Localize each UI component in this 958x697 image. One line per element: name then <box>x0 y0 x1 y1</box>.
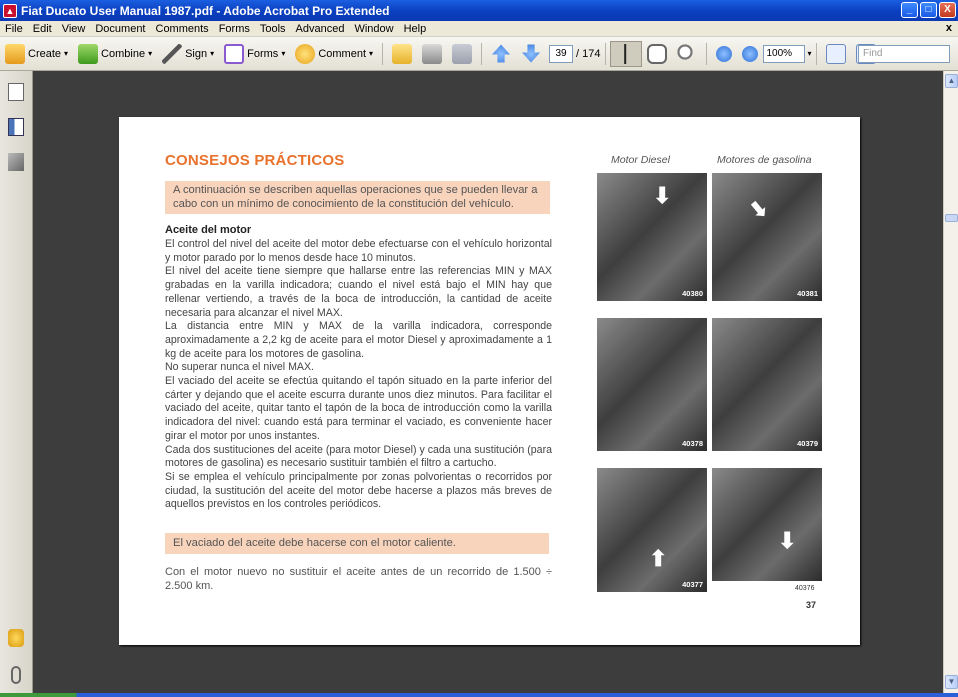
menu-help[interactable]: Help <box>403 22 427 35</box>
intro-highlight: A continuación se describen aquellas operaciones que se pueden llevar a cabo con un mínimo de conocimiento de la constitución del vehículo. <box>165 181 550 214</box>
engine-photo <box>597 173 707 301</box>
page-number-input[interactable]: 39 <box>549 45 573 63</box>
photo-number: 40381 <box>797 289 818 298</box>
chevron-down-icon: ▾ <box>369 49 374 58</box>
fit-width-button[interactable] <box>821 41 851 67</box>
hand-tool-button[interactable] <box>642 41 672 67</box>
photo-number: 40379 <box>797 439 818 448</box>
menu-comments[interactable]: Comments <box>155 22 209 35</box>
photo-caption-number: 40376 <box>795 585 815 592</box>
arrow-down-icon: ⬇ <box>778 528 797 553</box>
page-total: / 174 <box>576 47 601 60</box>
body-text <box>165 238 552 512</box>
window-controls <box>901 2 956 18</box>
save-button[interactable] <box>447 41 477 67</box>
menu-forms[interactable]: Forms <box>218 22 250 35</box>
zoom-out-icon <box>716 46 732 62</box>
combine-button[interactable] <box>73 41 157 67</box>
forms-label: Forms <box>247 47 279 60</box>
menu-window[interactable]: Window <box>354 22 394 35</box>
toolbar-separator <box>481 43 482 65</box>
section-heading: Aceite del motor <box>165 224 252 236</box>
pen-icon <box>162 44 182 64</box>
paragraph: Cada dos sustituciones del aceite (para motor Diesel) y cada una sustitución (para motores de gasolina) es necesario sustituir también el filtro a cartucho. <box>165 443 552 470</box>
comments-icon[interactable] <box>8 629 24 647</box>
paragraph: No superar nunca el nivel MAX. <box>165 361 314 374</box>
engine-photo <box>712 173 822 301</box>
forms-button[interactable] <box>219 41 290 67</box>
menu-file[interactable]: File <box>5 22 23 35</box>
combine-files-icon <box>78 44 98 64</box>
sign-label: Sign <box>185 47 208 60</box>
arrow-up-icon: ⬆ <box>649 546 668 571</box>
comment-button[interactable] <box>290 41 378 67</box>
comment-label: Comment <box>318 47 367 60</box>
select-tool-button[interactable] <box>610 41 642 67</box>
combine-label: Combine <box>101 47 146 60</box>
zoom-tool-button[interactable] <box>672 41 702 67</box>
navigation-pane <box>0 71 33 693</box>
photo-number: 40378 <box>682 439 703 448</box>
create-pdf-icon <box>5 44 25 64</box>
toolbar-separator <box>605 43 606 65</box>
paragraph: La distancia entre MIN y MAX de la varilla indicadora, corresponde aproximadamente a 2,2 kg de aceite para el motor Diesel y aproximadamente a 1 kg de aceite para los motores de gasolina. <box>165 320 552 360</box>
menu-view[interactable]: View <box>61 22 86 35</box>
window-title: Fiat Ducato User Manual 1987.pdf - Adobe Acrobat Pro Extended <box>21 3 390 18</box>
toolbar-separator <box>706 43 707 65</box>
menu-tools[interactable]: Tools <box>259 22 286 35</box>
paragraph: El vaciado del aceite se efectúa quitando el tapón situado en la parte inferior del cárter y dejando que el aceite escurra durante unos diez minutos. Para facilitar el vaciado del aceite, quitar tanto el tapón de la boca de introducción como la varilla indicadora del nivel: cuando está para terminar el vaciado, es conveniente hacer girar el motor por unos instantes. <box>165 375 552 442</box>
sign-button[interactable] <box>157 41 219 67</box>
arrow-up-icon <box>491 44 511 64</box>
arrow-down-icon: ⬇ <box>743 194 774 226</box>
comment-bubble-icon <box>295 44 315 64</box>
maximize-button[interactable]: □ <box>920 2 937 18</box>
create-label: Create <box>28 47 62 60</box>
open-button[interactable] <box>387 41 417 67</box>
bookmarks-icon[interactable] <box>8 118 24 136</box>
menu-bar <box>0 21 958 37</box>
print-button[interactable] <box>417 41 447 67</box>
scroll-down-icon[interactable]: ▼ <box>945 675 958 689</box>
photo-number: 40377 <box>682 580 703 589</box>
chevron-down-icon: ▾ <box>148 49 153 58</box>
cursor-icon <box>616 44 636 64</box>
paragraph: El nivel del aceite tiene siempre que hallarse entre las referencias MIN y MAX grabadas en la varilla indicadora; cuando el nivel está bajo el MIN hay que rellenar vertiendo, a través de la boca de introducción, la cantidad de aceite necesaria para alcanzar el nivel MAX. <box>165 265 552 319</box>
menu-edit[interactable]: Edit <box>32 22 52 35</box>
chevron-down-icon: ▾ <box>64 49 69 58</box>
menu-advanced[interactable]: Advanced <box>295 22 345 35</box>
folder-icon <box>392 44 412 64</box>
disk-icon <box>452 44 472 64</box>
fit-width-icon <box>826 44 846 64</box>
chevron-down-icon: ▾ <box>281 49 286 58</box>
scroll-thumb[interactable] <box>945 214 958 222</box>
next-page-button[interactable] <box>516 41 546 67</box>
zoom-level-input[interactable]: 100% <box>763 45 805 63</box>
document-close-button[interactable]: x <box>945 22 952 34</box>
previous-page-button[interactable] <box>486 41 516 67</box>
magnifier-icon <box>677 44 697 64</box>
arrow-down-icon <box>521 44 541 64</box>
toolbar-separator <box>816 43 817 65</box>
engine-photo <box>712 318 822 451</box>
toolbar-separator <box>382 43 383 65</box>
menu-document[interactable]: Document <box>95 22 146 35</box>
close-button[interactable]: X <box>939 2 956 18</box>
acrobat-app-icon: ▲ <box>3 4 17 18</box>
engine-photo <box>712 468 822 581</box>
attachments-icon[interactable] <box>11 666 21 684</box>
final-note: Con el motor nuevo no sustituir el aceite antes de un recorrido de 1.500 ÷ 2.500 km. <box>165 566 552 592</box>
pdf-page <box>119 117 860 645</box>
diesel-column-heading: Motor Diesel <box>611 154 670 166</box>
zoom-in-button[interactable] <box>737 41 763 67</box>
chevron-down-icon: ▾ <box>210 49 215 58</box>
arrow-down-icon: ⬇ <box>653 183 672 208</box>
toolbar <box>0 37 958 71</box>
title-bar <box>0 0 958 21</box>
create-button[interactable] <box>0 41 73 67</box>
page-number: 37 <box>805 600 816 610</box>
form-icon <box>224 44 244 64</box>
zoom-dropdown-icon[interactable]: ▾ <box>807 49 812 58</box>
find-input[interactable]: Find <box>858 45 950 63</box>
printer-icon <box>422 44 442 64</box>
scroll-up-icon[interactable]: ▲ <box>945 74 958 88</box>
photo-number: 40380 <box>682 289 703 298</box>
engine-photo <box>597 468 707 592</box>
hand-icon <box>647 44 667 64</box>
pages-icon[interactable] <box>8 83 24 101</box>
zoom-out-button[interactable] <box>711 41 737 67</box>
paragraph: El control del nivel del aceite del motor debe efectuarse con el vehículo horizontal y motor parado por lo menos desde hace 10 minutos. <box>165 238 552 264</box>
minimize-button[interactable]: _ <box>901 2 918 18</box>
zoom-in-icon <box>742 46 758 62</box>
warning-highlight: El vaciado del aceite debe hacerse con el motor caliente. <box>165 533 549 554</box>
gasoline-column-heading: Motores de gasolina <box>717 154 812 166</box>
paragraph: Si se emplea el vehículo principalmente por zonas polvorientas o recorridos por ciudad, la sustitución del aceite del motor debe hacerse a plazos más breves de aquellos previstos en los controles periódicos. <box>165 470 552 511</box>
taskbar-strip <box>0 693 958 697</box>
vertical-scrollbar[interactable] <box>943 71 958 693</box>
page-title: CONSEJOS PRÁCTICOS <box>165 152 345 169</box>
signatures-icon[interactable] <box>8 153 24 171</box>
engine-photo <box>597 318 707 451</box>
